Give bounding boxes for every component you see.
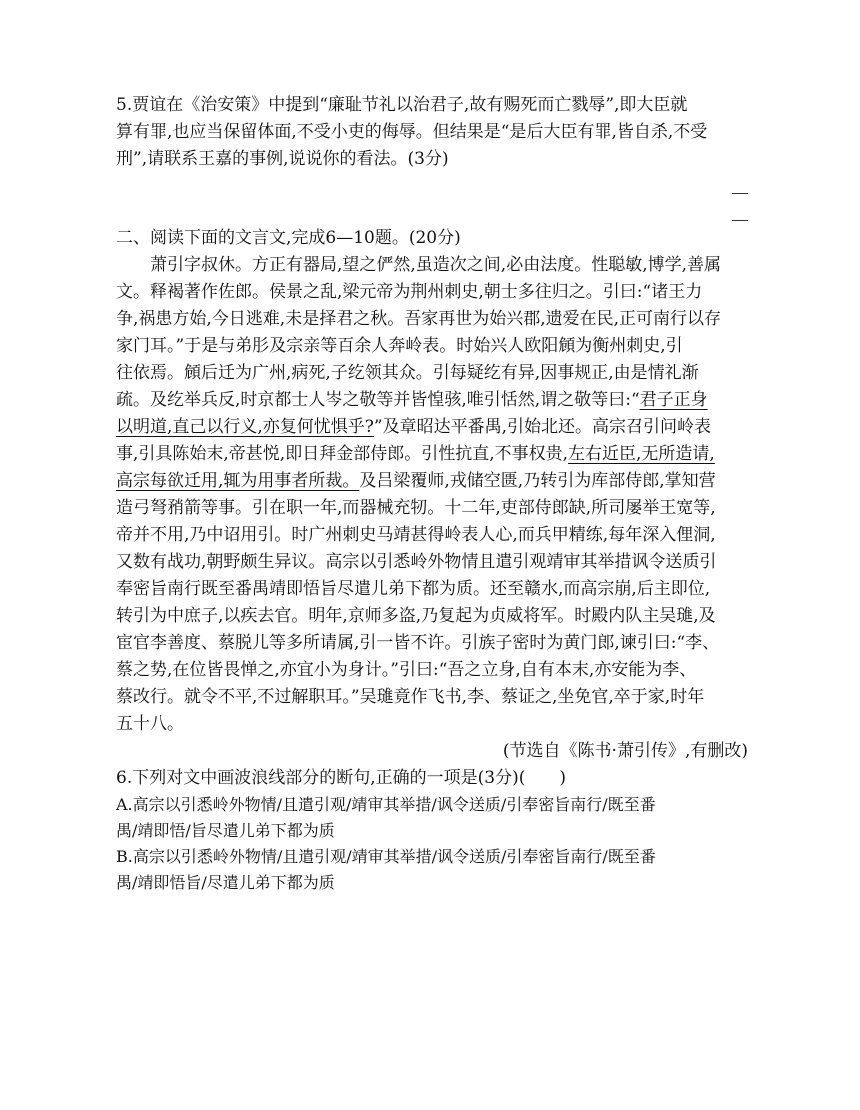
answer-line-2: [732, 220, 748, 221]
section-2-title: 二、阅读下面的文言文,完成6—10题。(20分): [116, 228, 461, 248]
passage-line: 奉密旨南行既至番禺靖即悟旨尽遣儿弟下都为质。还至赣水,而高宗崩,后主即位,: [116, 579, 711, 599]
passage-line: 造弓弩矟箭等事。引在职一年,而器械充牣。十二年,吏部侍郎缺,所司屡举王宽等,: [116, 498, 716, 518]
classical-passage: [116, 252, 748, 765]
passage-line: 帝并不用,乃中诏用引。时广州刺史马靖甚得岭表人心,而兵甲精练,每年深入俚洞,: [116, 525, 716, 545]
passage-line: 争,祸患方始,今日逃难,未是择君之秋。吾家再世为始兴郡,遗爱在民,正可南行以存: [116, 309, 722, 329]
answer-line-1: [732, 193, 748, 194]
passage-line: 家门耳。”于是与弟肜及宗亲等百余人奔岭表。时始兴人欧阳頠为衡州刺史,引: [116, 336, 683, 356]
passage-line: 文。释褐著作佐郎。侯景之乱,梁元帝为荆州刺史,朝士多往归之。引曰:“诸王力: [116, 282, 703, 302]
passage-text: 疏。及纥举兵反,时京都士人岑之敬等并皆惶骇,唯引恬然,谓之敬等曰:“: [116, 390, 640, 410]
answer-area[interactable]: [116, 173, 748, 225]
question-5: [116, 92, 748, 173]
passage-line: 萧引字叔休。方正有器局,望之俨然,虽造次之间,必由法度。性聪敏,博学,善属: [150, 255, 722, 275]
option-a-line-1: A.高宗以引悉岭外物情/且遣引观/靖审其举措/讽令送质/引奉密旨南行/既至番: [116, 795, 656, 814]
underlined-text: 高宗每欲迁用,辄为用事者所裁。: [116, 471, 360, 491]
option-a[interactable]: [116, 792, 748, 844]
passage-line: 往依焉。頠后迁为广州,病死,子纥领其众。引每疑纥有异,因事规正,由是情礼渐: [116, 363, 699, 383]
passage-line: [116, 441, 748, 468]
passage-text: 及吕梁覆师,戎储空匮,乃转引为库部侍郎,掌知营: [359, 471, 716, 491]
question-5-line-1: 5.贾谊在《治安策》中提到“廉耻节礼以治君子,故有赐死而亡戮辱”,即大臣就: [116, 95, 688, 115]
question-6-stem: 6.下列对文中画波浪线部分的断句,正确的一项是(3分)( ): [116, 768, 566, 788]
passage-line: [116, 414, 748, 441]
passage-source: (节选自《陈书·萧引传》,有删改): [502, 741, 748, 761]
passage-line: [116, 387, 748, 414]
passage-text: ”及章昭达平番禺,引始北还。高宗召引问岭表: [373, 417, 712, 437]
underlined-text: 左右近臣,无所造请,: [568, 444, 715, 464]
document-page: [116, 92, 748, 896]
option-b-line-1: B.高宗以引悉岭外物情/且遣引观/靖审其举措/讽令送质/引奉密旨南行/既至番: [116, 847, 656, 866]
passage-line: 宦官李善度、蔡脱儿等多所请属,引一皆不许。引族子密时为黄门郎,谏引曰:“李、: [116, 633, 720, 653]
passage-line: 转引为中庶子,以疾去官。明年,京师多盗,乃复起为贞威将军。时殿内队主吴璡,及: [116, 606, 716, 626]
question-5-line-3: 刑”,请联系王嘉的事例,说说你的看法。(3分): [116, 149, 449, 169]
passage-line: 五十八。: [116, 714, 184, 734]
option-a-line-2: 禺/靖即悟/旨尽遣儿弟下都为质: [116, 821, 335, 840]
option-b[interactable]: [116, 844, 748, 896]
option-b-line-2: 禺/靖即悟旨/尽遣儿弟下都为质: [116, 873, 335, 892]
underlined-text: 以明道,直己以行义,亦复何忧惧乎?: [116, 417, 374, 437]
passage-text: 事,引具陈始末,帝甚悦,即日拜金部侍郎。引性抗直,不事权贵,: [116, 444, 569, 464]
underlined-text: 君子正身: [639, 390, 708, 410]
question-5-line-2: 算有罪,也应当保留体面,不受小吏的侮辱。但结果是“是后大臣有罪,皆自杀,不受: [116, 122, 708, 142]
question-6: [116, 765, 748, 896]
passage-line: [116, 468, 748, 495]
passage-line: 蔡之势,在位皆畏惮之,亦宜小为身计。”引曰:“吾之立身,自有本末,亦安能为李、: [116, 660, 697, 680]
passage-line: 蔡改行。就令不平,不过解职耳。”吴璡竟作飞书,李、蔡证之,坐免官,卒于家,时年: [116, 687, 705, 707]
passage-line: 又数有战功,朝野颇生异议。高宗以引悉岭外物情且遣引观靖审其举措讽令送质引: [116, 552, 717, 572]
